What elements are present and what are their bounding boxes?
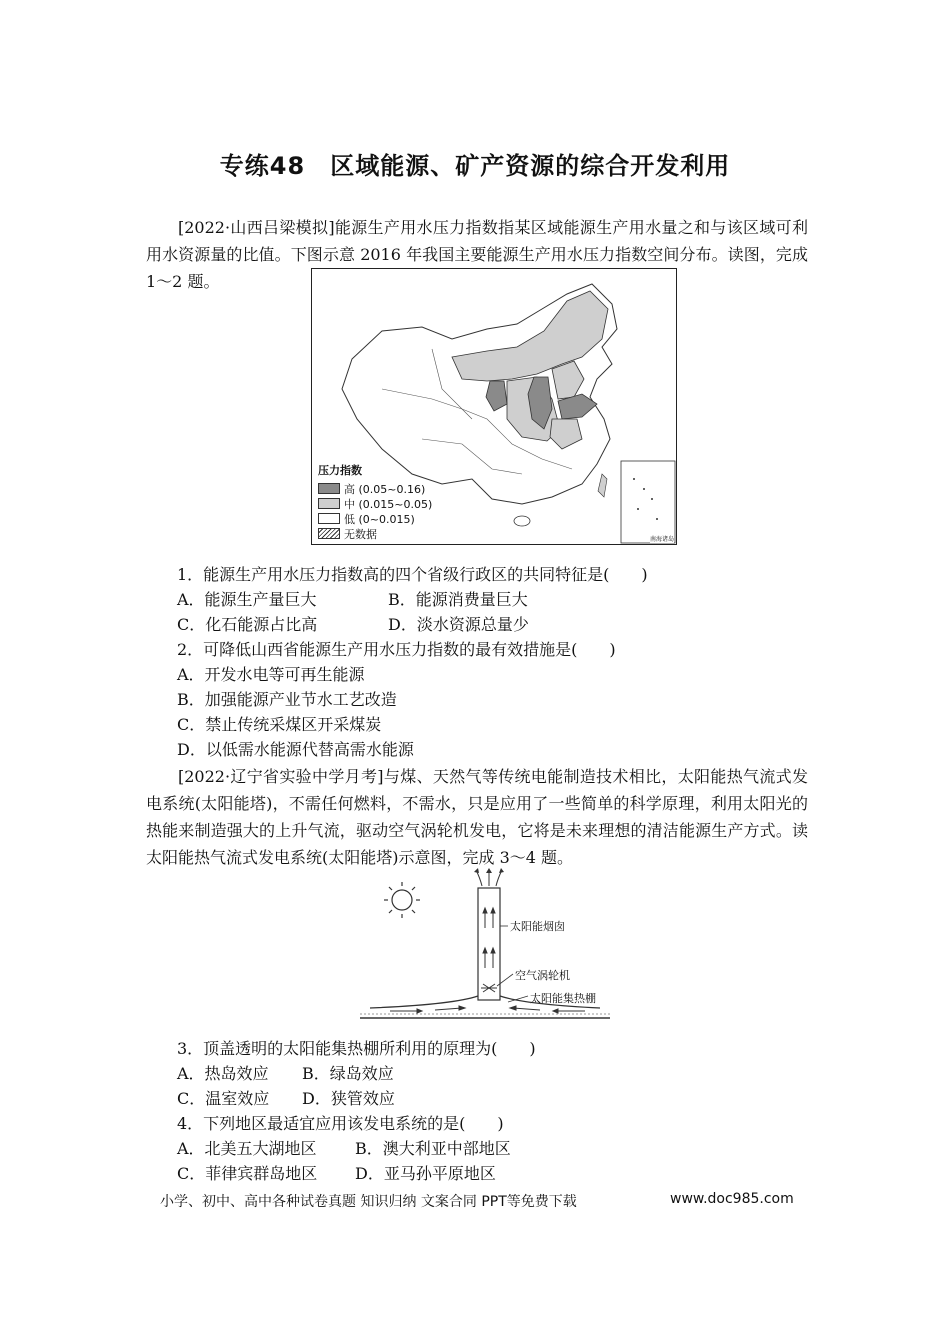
question-1-stem: 1．能源生产用水压力指数高的四个省级行政区的共同特征是( ) [177, 565, 648, 584]
q4-option-d: D．亚马孙平原地区 [355, 1164, 496, 1183]
legend-swatch-hatch [318, 528, 340, 539]
intro-paragraph-1: [2022·山西吕梁模拟]能源生产用水压力指数指某区域能源生产用水量之和与该区域可利用水资源量的比值。下图示意 2016 年我国主要能源生产用水压力指数空间分布。读图，完成 1～2 题。 [146, 218, 808, 291]
q4-option-b: B．澳大利亚中部地区 [355, 1139, 511, 1158]
label-solar-collector: 太阳能集热棚 [530, 992, 596, 1005]
legend-item-low [318, 511, 432, 526]
footer-text: 小学、初中、高中各种试卷真题 知识归纳 文案合同 PPT等免费下载 [160, 1194, 577, 1210]
footer-website-link[interactable]: www.doc985.com [670, 1191, 794, 1207]
question-3-stem: 3．顶盖透明的太阳能集热棚所利用的原理为( ) [177, 1039, 536, 1058]
page-footer [160, 1191, 800, 1211]
legend-swatch [318, 483, 340, 494]
legend-item-medium [318, 496, 432, 511]
legend-label: 高 (0.05~0.16) [344, 482, 426, 496]
page-title: 专练48 区域能源、矿产资源的综合开发利用 [219, 152, 731, 180]
q1-option-c: C．化石能源占比高 [177, 615, 318, 634]
q1-option-a: A．能源生产量巨大 [177, 590, 317, 609]
label-solar-chimney: 太阳能烟囱 [510, 920, 565, 933]
legend-label: 无数据 [344, 527, 377, 541]
legend-item-nodata [318, 526, 432, 541]
q4-option-a: A．北美五大湖地区 [177, 1139, 317, 1158]
q2-option-b: B．加强能源产业节水工艺改造 [177, 690, 397, 709]
legend-label: 低 (0~0.015) [344, 512, 415, 526]
chimney [478, 888, 500, 1000]
legend-swatch [318, 513, 340, 524]
q1-option-b: B．能源消费量巨大 [388, 590, 528, 609]
q3-option-a: A．热岛效应 [177, 1064, 269, 1083]
map-legend [318, 462, 432, 541]
q1-option-d: D．淡水资源总量少 [388, 615, 529, 634]
sun-icon [384, 882, 420, 918]
label-air-turbine: 空气涡轮机 [515, 969, 570, 982]
q3-option-b: B．绿岛效应 [302, 1064, 394, 1083]
q2-option-c: C．禁止传统采煤区开采煤炭 [177, 715, 382, 734]
intro-paragraph-2: [2022·辽宁省实验中学月考]与煤、天然气等传统电能制造技术相比，太阳能热气流式发电系统(太阳能塔)，不需任何燃料，不需水，只是应用了一些简单的科学原理，利用太阳光的热能来制造强大的上升气流，驱动空气涡轮机发电，它将是未来理想的清洁能源生产方式。读太阳能热气流式发电系统(太阳能塔)示意图，完成 3～4 题。 [146, 767, 808, 867]
legend-title: 压力指数 [318, 464, 362, 477]
q4-option-c: C．菲律宾群岛地区 [177, 1164, 318, 1183]
question-2-stem: 2．可降低山西省能源生产用水压力指数的最有效措施是( ) [177, 640, 616, 659]
inset-label: 南海诸岛 [649, 536, 674, 543]
q2-option-d: D．以低需水能源代替高需水能源 [177, 740, 414, 759]
legend-label: 中 (0.015~0.05) [344, 497, 433, 511]
legend-item-high [318, 481, 432, 496]
question-4-stem: 4．下列地区最适宜应用该发电系统的是( ) [177, 1114, 504, 1133]
q3-option-d: D．狭管效应 [302, 1089, 395, 1108]
q2-option-a: A．开发水电等可再生能源 [177, 665, 365, 684]
q3-option-c: C．温室效应 [177, 1089, 270, 1108]
legend-swatch [318, 498, 340, 509]
